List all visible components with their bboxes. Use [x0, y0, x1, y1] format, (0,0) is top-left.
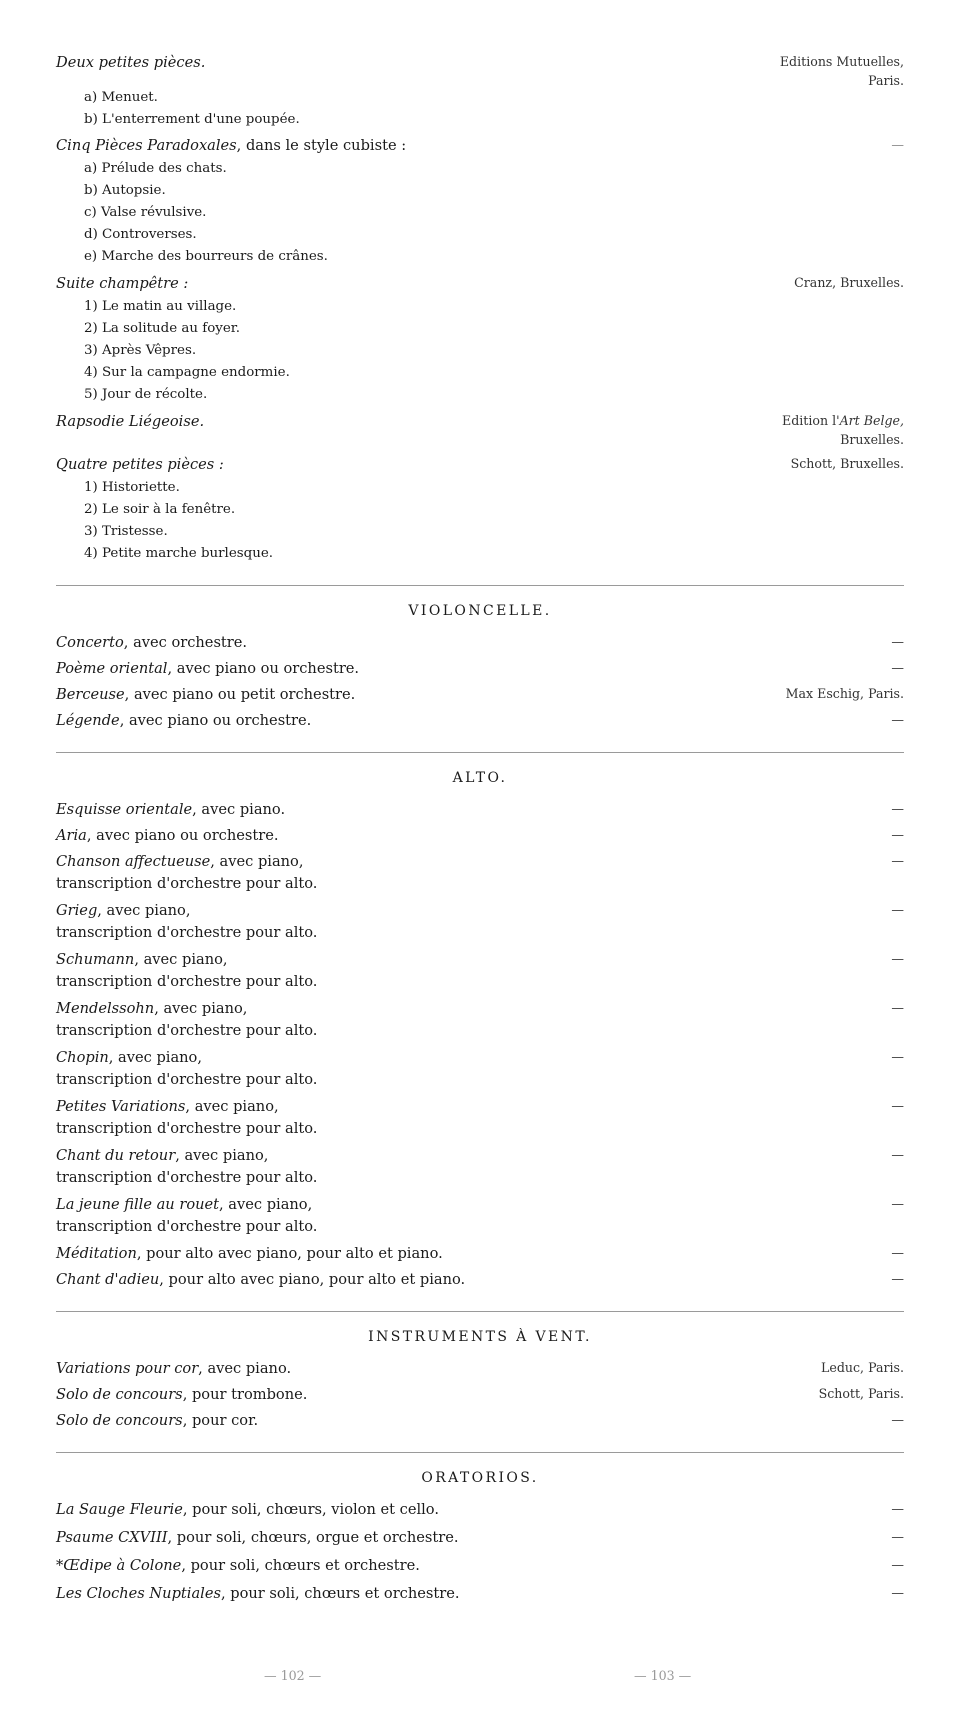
work-description: , avec piano,	[154, 1000, 248, 1017]
movement-item: a) Menuet.	[84, 90, 158, 105]
work-description: , pour alto avec piano, pour alto et piano.	[159, 1271, 466, 1288]
work-line	[56, 135, 406, 157]
movement-item: 5) Jour de récolte.	[84, 387, 208, 402]
work-entry	[56, 1527, 904, 1549]
work-title: Chant d'adieu	[56, 1271, 160, 1288]
work-continuation: transcription d'orchestre pour alto.	[56, 1120, 318, 1137]
work-line	[56, 1527, 458, 1549]
work-line	[56, 900, 191, 922]
work-entry	[56, 851, 904, 895]
work-continuation: transcription d'orchestre pour alto.	[56, 1022, 318, 1039]
publisher: —	[891, 801, 904, 816]
work-line	[56, 1358, 291, 1380]
work-title: Chant du retour	[56, 1147, 176, 1164]
publisher: —	[891, 1245, 904, 1260]
publisher: —	[891, 1585, 904, 1600]
work-line	[56, 825, 279, 847]
movement-item: 1) Le matin au village.	[84, 299, 237, 314]
work-description: , avec piano,	[175, 1147, 269, 1164]
movement-list	[56, 87, 904, 131]
work-title: Esquisse orientale	[56, 801, 193, 818]
work-entry	[56, 1583, 904, 1605]
publisher: —	[891, 1147, 904, 1162]
work-entry	[56, 1555, 904, 1577]
work-title: Rapsodie Liégeoise.	[56, 413, 205, 430]
publisher: —	[891, 853, 904, 868]
work-title: Solo de concours	[56, 1412, 183, 1429]
work-continuation: transcription d'orchestre pour alto.	[56, 924, 318, 941]
publisher-dash: —	[891, 137, 904, 152]
section-entries	[56, 1358, 904, 1432]
section-heading: ALTO.	[452, 770, 508, 786]
work-line	[56, 1269, 465, 1291]
work-title: Mendelssohn	[56, 1000, 155, 1017]
work-line	[56, 1145, 268, 1167]
work-title: La Sauge Fleurie	[56, 1501, 183, 1518]
work-description: , avec piano,	[185, 1098, 279, 1115]
work-entry	[56, 998, 904, 1042]
publisher: —	[891, 660, 904, 675]
work-entry	[56, 900, 904, 944]
work-entry	[56, 1047, 904, 1091]
section-divider	[56, 1311, 904, 1312]
movement-item: c) Valse révulsive.	[84, 205, 207, 220]
publisher: —	[891, 1412, 904, 1427]
work-title: Suite champêtre :	[56, 275, 189, 292]
work-line	[56, 1384, 307, 1406]
work-continuation: transcription d'orchestre pour alto.	[56, 1071, 318, 1088]
work-line	[56, 273, 188, 295]
work-description: , pour alto avec piano, pour alto et piano.	[136, 1245, 443, 1262]
work-entry	[56, 1096, 904, 1140]
work-description: , pour soli, chœurs, orgue et orchestre.	[167, 1529, 459, 1546]
work-description: , avec piano,	[97, 902, 191, 919]
work-line	[56, 52, 205, 74]
work-entry	[56, 949, 904, 993]
work-line	[56, 998, 247, 1020]
work-description: , avec piano,	[134, 951, 228, 968]
work-title: Deux petites pièces.	[56, 54, 206, 71]
publisher: —	[891, 1000, 904, 1015]
work-description: , avec orchestre.	[123, 634, 248, 651]
work-entry	[56, 273, 904, 406]
work-entry	[56, 454, 904, 565]
publisher: —	[891, 1049, 904, 1064]
work-description: , pour soli, chœurs et orchestre.	[181, 1557, 420, 1574]
work-entry	[56, 1499, 904, 1521]
work-description: , avec piano ou petit orchestre.	[124, 686, 356, 703]
section-heading: ORATORIOS.	[421, 1470, 539, 1486]
work-continuation: transcription d'orchestre pour alto.	[56, 1169, 318, 1186]
publisher-italic: Art Belge,	[839, 413, 904, 428]
work-line	[56, 1583, 459, 1605]
work-description: , pour soli, chœurs et orchestre.	[220, 1585, 460, 1602]
work-title: La jeune fille au rouet	[56, 1196, 220, 1213]
movement-list	[56, 158, 904, 268]
movement-item: 3) Tristesse.	[84, 524, 168, 539]
work-line	[56, 949, 228, 971]
work-title: Cinq Pièces Paradoxales	[56, 137, 237, 154]
work-title: Légende	[56, 712, 120, 729]
work-line	[56, 1410, 258, 1432]
section-divider	[56, 752, 904, 753]
publisher: Schott, Paris.	[818, 1386, 904, 1401]
work-description: , pour trombone.	[182, 1386, 308, 1403]
work-continuation: transcription d'orchestre pour alto.	[56, 1218, 318, 1235]
work-entry	[56, 1410, 904, 1432]
work-description: , avec piano ou orchestre.	[119, 712, 312, 729]
work-description: , avec piano,	[210, 853, 304, 870]
movement-item: 1) Historiette.	[84, 480, 180, 495]
section-entries	[56, 632, 904, 732]
movement-item: d) Controverses.	[84, 227, 197, 242]
work-title: Aria	[56, 827, 87, 844]
work-title: Méditation	[56, 1245, 137, 1262]
work-line	[56, 851, 303, 873]
work-title: *Œdipe à Colone	[56, 1557, 182, 1574]
work-description: , pour soli, chœurs, violon et cello.	[182, 1501, 439, 1518]
movement-item: b) Autopsie.	[84, 183, 166, 198]
work-description: , avec piano ou orchestre.	[86, 827, 279, 844]
work-line	[56, 454, 224, 476]
work-description: , pour cor.	[182, 1412, 259, 1429]
work-entry	[56, 825, 904, 847]
work-entry	[56, 52, 904, 131]
work-continuation: transcription d'orchestre pour alto.	[56, 973, 318, 990]
work-line	[56, 1243, 443, 1265]
work-title: Grieg	[56, 902, 98, 919]
work-line	[56, 1194, 312, 1216]
movement-item: 3) Après Vêpres.	[84, 343, 197, 358]
work-entry	[56, 1358, 904, 1380]
publisher: Cranz, Bruxelles.	[794, 275, 904, 290]
publisher: Max Eschig, Paris.	[785, 686, 904, 701]
work-title: Concerto	[56, 634, 124, 651]
movement-list	[56, 477, 904, 565]
publisher	[780, 52, 904, 90]
publisher: —	[891, 1501, 904, 1516]
work-line	[56, 1047, 202, 1069]
work-entry	[56, 710, 904, 732]
publisher: —	[891, 1196, 904, 1211]
work-description: , avec piano ou orchestre.	[167, 660, 360, 677]
publisher: —	[891, 1557, 904, 1572]
work-description: , avec piano,	[219, 1196, 313, 1213]
publisher	[891, 135, 904, 154]
section-entries	[56, 1499, 904, 1605]
work-entry	[56, 684, 904, 706]
publisher	[782, 411, 904, 449]
work-entry	[56, 1269, 904, 1291]
movement-item: 2) Le soir à la fenêtre.	[84, 502, 236, 517]
work-line	[56, 632, 247, 654]
work-title: Chopin	[56, 1049, 109, 1066]
publisher: —	[891, 1098, 904, 1113]
work-title: Schumann	[56, 951, 135, 968]
work-entry	[56, 135, 904, 268]
work-title: Chanson affectueuse	[56, 853, 211, 870]
work-entry	[56, 1384, 904, 1406]
publisher-line: Paris.	[868, 73, 904, 88]
movement-list	[56, 296, 904, 406]
work-entry	[56, 632, 904, 654]
section-heading: VIOLONCELLE.	[408, 603, 552, 619]
work-description: , avec piano,	[108, 1049, 202, 1066]
section-heading: INSTRUMENTS À VENT.	[368, 1329, 592, 1345]
movement-item: 4) Petite marche burlesque.	[84, 546, 273, 561]
work-line	[56, 1096, 279, 1118]
work-description: , avec piano.	[198, 1360, 292, 1377]
movement-item: 2) La solitude au foyer.	[84, 321, 240, 336]
publisher: Schott, Bruxelles.	[790, 456, 904, 471]
publisher: Leduc, Paris.	[821, 1360, 904, 1375]
publisher: —	[891, 712, 904, 727]
section-divider	[56, 1452, 904, 1453]
publisher-prefix: Edition l'	[782, 413, 840, 428]
work-title: Quatre petites pièces :	[56, 456, 224, 473]
publisher-line: Bruxelles.	[840, 432, 904, 447]
work-title: Berceuse	[56, 686, 125, 703]
page-number-left: — 102 —	[264, 1668, 322, 1683]
publisher: —	[891, 902, 904, 917]
publisher: —	[891, 827, 904, 842]
work-line	[56, 658, 359, 680]
work-title: Solo de concours	[56, 1386, 183, 1403]
work-entry	[56, 658, 904, 680]
work-line	[56, 1499, 439, 1521]
work-continuation: transcription d'orchestre pour alto.	[56, 875, 318, 892]
publisher-line: Editions Mutuelles,	[779, 54, 904, 69]
work-description: , dans le style cubiste :	[236, 137, 407, 154]
work-line	[56, 411, 204, 433]
work-entry	[56, 1243, 904, 1265]
page-number-right: — 103 —	[634, 1668, 692, 1683]
work-title: Variations pour cor	[56, 1360, 199, 1377]
publisher: —	[891, 1529, 904, 1544]
catalogue-page	[56, 52, 904, 1605]
movement-item: b) L'enterrement d'une poupée.	[84, 112, 300, 127]
work-line	[56, 710, 311, 732]
work-title: Psaume CXVIII	[56, 1529, 168, 1546]
movement-item: 4) Sur la campagne endormie.	[84, 365, 290, 380]
work-entry	[56, 1194, 904, 1238]
movement-item: e) Marche des bourreurs de crânes.	[84, 249, 328, 264]
work-description: , avec piano.	[192, 801, 286, 818]
work-entry	[56, 1145, 904, 1189]
work-title: Petites Variations	[56, 1098, 186, 1115]
work-entry	[56, 411, 904, 449]
section-entries	[56, 799, 904, 1291]
section-divider	[56, 585, 904, 586]
publisher: —	[891, 634, 904, 649]
publisher: —	[891, 1271, 904, 1286]
work-line	[56, 799, 285, 821]
movement-item: a) Prélude des chats.	[84, 161, 227, 176]
work-title: Poème oriental	[56, 660, 168, 677]
publisher: —	[891, 951, 904, 966]
work-line	[56, 684, 355, 706]
work-title: Les Cloches Nuptiales	[56, 1585, 221, 1602]
work-entry	[56, 799, 904, 821]
work-line	[56, 1555, 420, 1577]
